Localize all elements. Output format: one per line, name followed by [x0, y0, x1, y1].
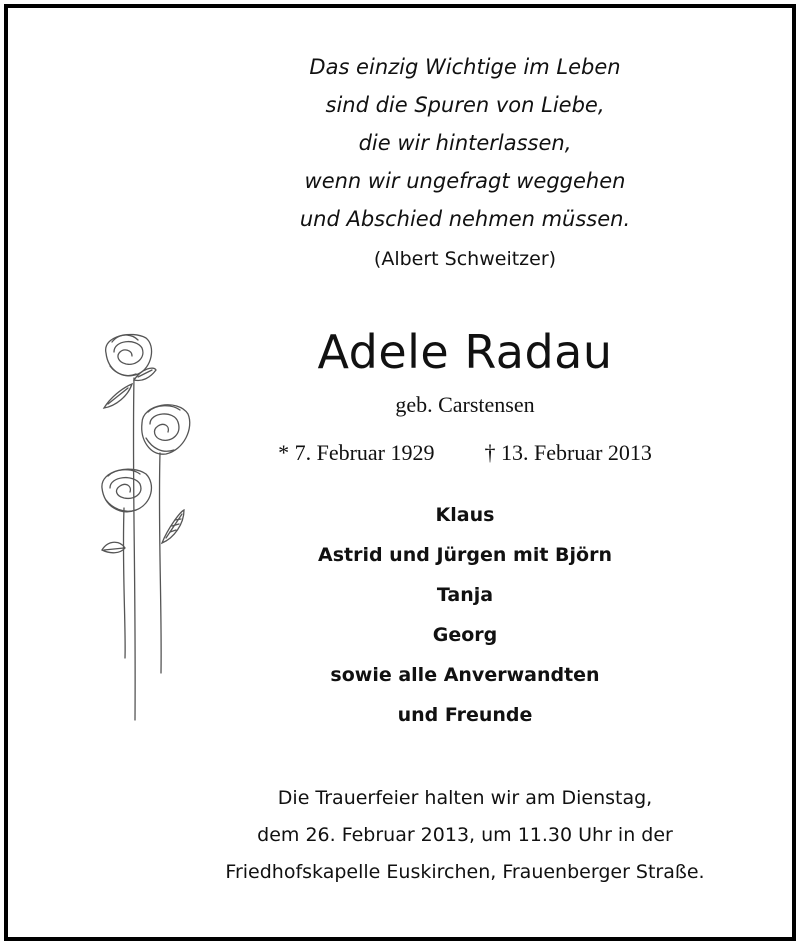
service-info — [180, 780, 750, 891]
mourner-line: Astrid und Jürgen mit Björn — [317, 544, 612, 566]
maiden-name: geb. Carstensen — [395, 392, 535, 417]
mourners-list — [190, 495, 740, 735]
quote-author: (Albert Schweitzer) — [373, 248, 557, 270]
quote-line: die wir hinterlassen, — [358, 131, 572, 155]
rose-middle — [142, 405, 190, 454]
mourner-line: Georg — [432, 624, 498, 646]
life-dates — [190, 437, 740, 469]
quote-block — [190, 48, 740, 278]
mourner-line: sowie alle Anverwandten — [330, 664, 600, 686]
mourner-line: und Freunde — [397, 704, 533, 726]
service-line: dem 26. Februar 2013, um 11.30 Uhr in der — [257, 824, 673, 846]
service-line: Die Trauerfeier halten wir am Dienstag, — [277, 787, 653, 809]
roses-drawing-icon — [92, 328, 202, 728]
quote-line: Das einzig Wichtige im Leben — [309, 55, 621, 79]
service-line: Friedhofskapelle Euskirchen, Frauenberger Straße. — [225, 861, 705, 883]
deceased-name: Adele Radau — [317, 325, 613, 379]
birth-date: * 7. Februar 1929 — [278, 440, 435, 465]
rose-bottom — [102, 469, 152, 512]
quote-line: wenn wir ungefragt weggehen — [304, 169, 626, 193]
death-date: † 13. Februar 2013 — [484, 440, 652, 465]
mourner-line: Klaus — [435, 504, 495, 526]
quote-line: sind die Spuren von Liebe, — [325, 93, 605, 117]
quote-line: und Abschied nehmen müssen. — [299, 207, 631, 231]
mourner-line: Tanja — [436, 584, 494, 606]
